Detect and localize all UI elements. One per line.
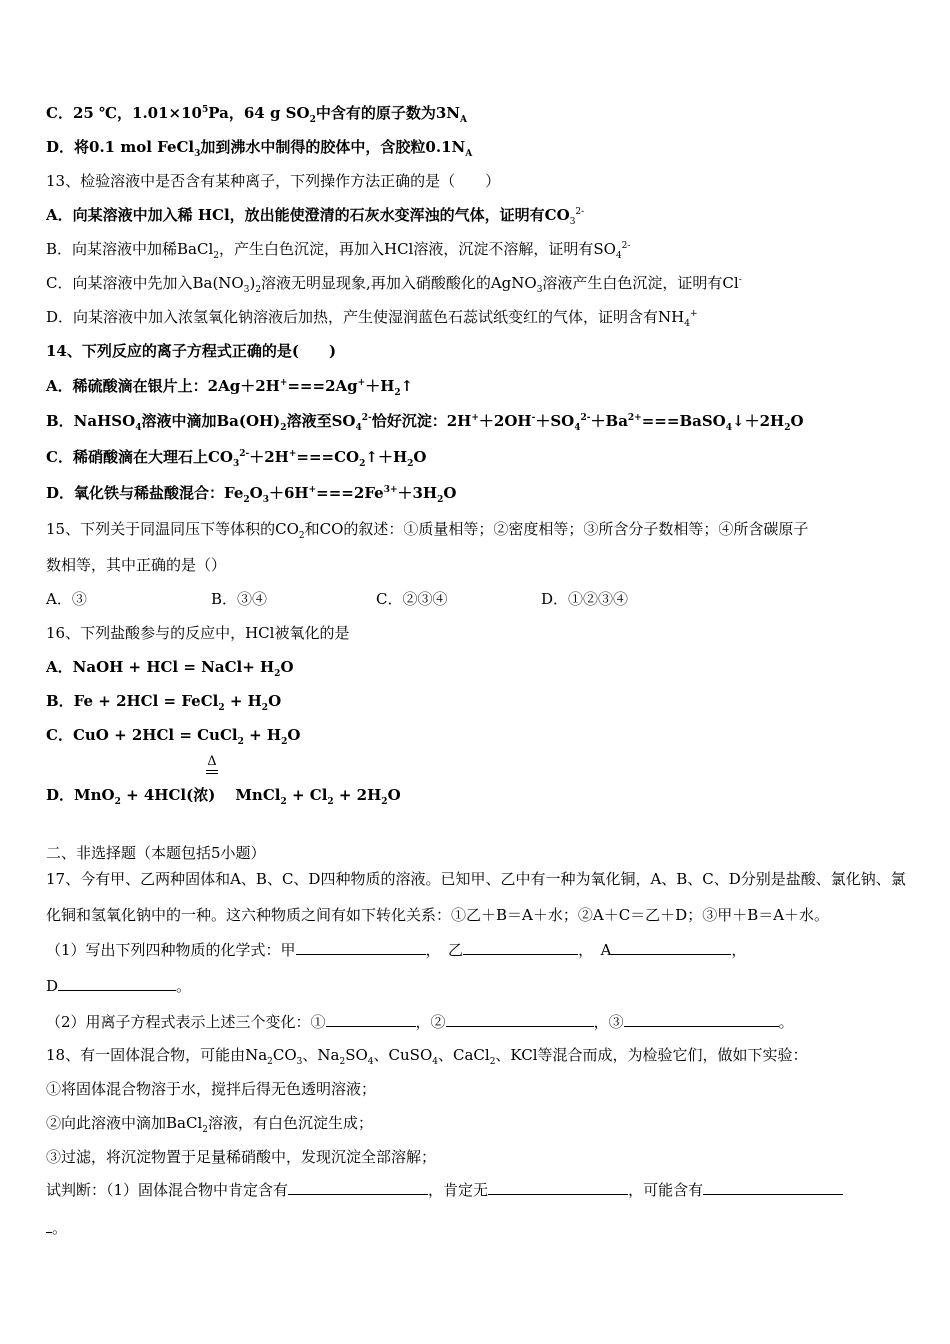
- q15-stem: 15、下列关于同温同压下等体积的$CO_2$和CO的叙述：①质量相等；②密度相等；③所含分子数相等；④所含碳原子: [46, 520, 809, 541]
- q14-option-b: B．NaHSO$_4$溶液中滴加$Ba(OH)_2$溶液至$SO_4^{2-}$恰好沉淀：$2H^++2OH^-+SO_4^{2-}+Ba^{2+}===BaSO_4↓+2H_2O$: [46, 412, 804, 433]
- answer-blank-yi[interactable]: [463, 938, 578, 955]
- q18-step3: ③过滤，将沉淀物置于足量稀硝酸中，发现沉淀全部溶解；: [46, 1148, 437, 1166]
- q18-stem: 18、有一固体混合物，可能由$Na_2CO_3$、$Na_2SO_4$、CuSO$_4$、CaCl$_2$、KCl等混合而成，为检验它们，做如下实验：: [46, 1046, 808, 1067]
- q17-part1: （1）写出下列四种物质的化学式：甲 ， 乙 ， A ，: [46, 938, 746, 961]
- q15-option-c: C．②③④: [376, 590, 448, 608]
- q13-option-b: B．向某溶液中加稀BaCl$_2$，产生白色沉淀，再加入HCl溶液，沉淀不溶解，证明有$SO_4^{2-}$: [46, 240, 631, 261]
- q14-option-a: A．稀硫酸滴在银片上：$2Ag+2H^+===2Ag^++H_2↑$: [46, 377, 414, 398]
- q18-judge-end: 。: [46, 1216, 67, 1239]
- answer-blank-eq1[interactable]: [326, 1010, 416, 1027]
- q16-option-a: A．NaOH + HCl = NaCl+ $H_2O$: [46, 658, 294, 679]
- q17-line1: 17、今有甲、乙两种固体和A、B、C、D四种物质的溶液。已知甲、乙中有一种为氧化铜，A、B、C、D分别是盐酸、氯化钠、氯: [46, 870, 906, 888]
- q13-stem: 13、检验溶液中是否含有某种离子，下列操作方法正确的是（ ）: [46, 172, 501, 190]
- q14-stem: 14、下列反应的离子方程式正确的是( ): [46, 342, 337, 360]
- q17-part2: （2）用离子方程式表示上述三个变化：① ，② ，③ 。: [46, 1010, 794, 1033]
- q15-options: [46, 588, 628, 610]
- q14-option-d: D．氧化铁与稀盐酸混合：$Fe_2O_3+6H^+===2Fe^{3+}+3H_2O$: [46, 484, 457, 505]
- q18-judge: 试判断：（1）固体混合物中肯定含有 ，肯定无 ，可能含有: [46, 1178, 843, 1201]
- answer-blank-a[interactable]: [611, 938, 731, 955]
- q15-stem-line2: 数相等，其中正确的是（）: [46, 556, 227, 574]
- q18-step1: ①将固体混合物溶于水，搅拌后得无色透明溶液；: [46, 1080, 377, 1098]
- answer-blank-eq3[interactable]: [624, 1010, 779, 1027]
- q16-option-b: B．Fe + 2HCl = FeCl$_2$ + $H_2O$: [46, 692, 282, 713]
- q15-option-d: D．①②③④: [541, 590, 629, 608]
- q16-stem: 16、下列盐酸参与的反应中，HCl被氧化的是: [46, 624, 350, 642]
- q15-option-b: B．③④: [211, 590, 268, 608]
- answer-blank-absent[interactable]: [488, 1178, 628, 1195]
- q12-option-c: C．25 ℃，$1.01\times 10^5Pa$，64 g $SO_2$中含有的原子数为$3N_A$: [46, 104, 467, 125]
- q17-part1-cont: D 。: [46, 974, 191, 997]
- q12-option-d: D．将0.1 mol FeCl$_3$加到沸水中制得的胶体中，含胶粒$0.1N_A$: [46, 138, 473, 159]
- q14-option-c: C．稀硝酸滴在大理石上$CO_3^{2-}+2H^+===CO_2↑+H_2O$: [46, 448, 427, 469]
- heating-condition-mark: Δ: [205, 755, 219, 774]
- q16-option-c: C．CuO + 2HCl = CuCl$_2$ + $H_2O$: [46, 726, 301, 747]
- answer-blank-jia[interactable]: [296, 938, 426, 955]
- q13-option-c: C．向某溶液中先加入$Ba(NO_3)_2$溶液无明显现象,再加入硝酸酸化的AgNO$_3$溶液产生白色沉淀，证明有Cl-: [46, 274, 742, 295]
- q15-option-a: A．③: [46, 590, 87, 608]
- q18-step2: ②向此溶液中滴加BaCl$_2$溶液，有白色沉淀生成；: [46, 1114, 373, 1135]
- answer-blank-definite[interactable]: [288, 1178, 428, 1195]
- q13-option-a: A．向某溶液中加入稀 HCl，放出能使澄清的石灰水变浑浊的气体，证明有$CO_3^{2-}$: [46, 206, 585, 227]
- answer-blank-d[interactable]: [58, 974, 176, 991]
- q17-line2: 化铜和氢氧化钠中的一种。这六种物质之间有如下转化关系：①乙＋B＝A＋水；②A＋C＝乙＋D；③甲＋B＝A＋水。: [46, 906, 830, 924]
- answer-blank-eq2[interactable]: [446, 1010, 594, 1027]
- section-title: 二、非选择题（本题包括5小题）: [46, 844, 266, 862]
- q13-option-d: D．向某溶液中加入浓氢氧化钠溶液后加热，产生使湿润蓝色石蕊试纸变红的气体，证明含有$NH_4^+$: [46, 308, 698, 329]
- answer-blank-possible[interactable]: [703, 1178, 843, 1195]
- q16-option-d: D．MnO$_2$ + 4HCl(浓) MnCl$_2$ + $Cl_2 + 2H_2O$: [46, 786, 401, 807]
